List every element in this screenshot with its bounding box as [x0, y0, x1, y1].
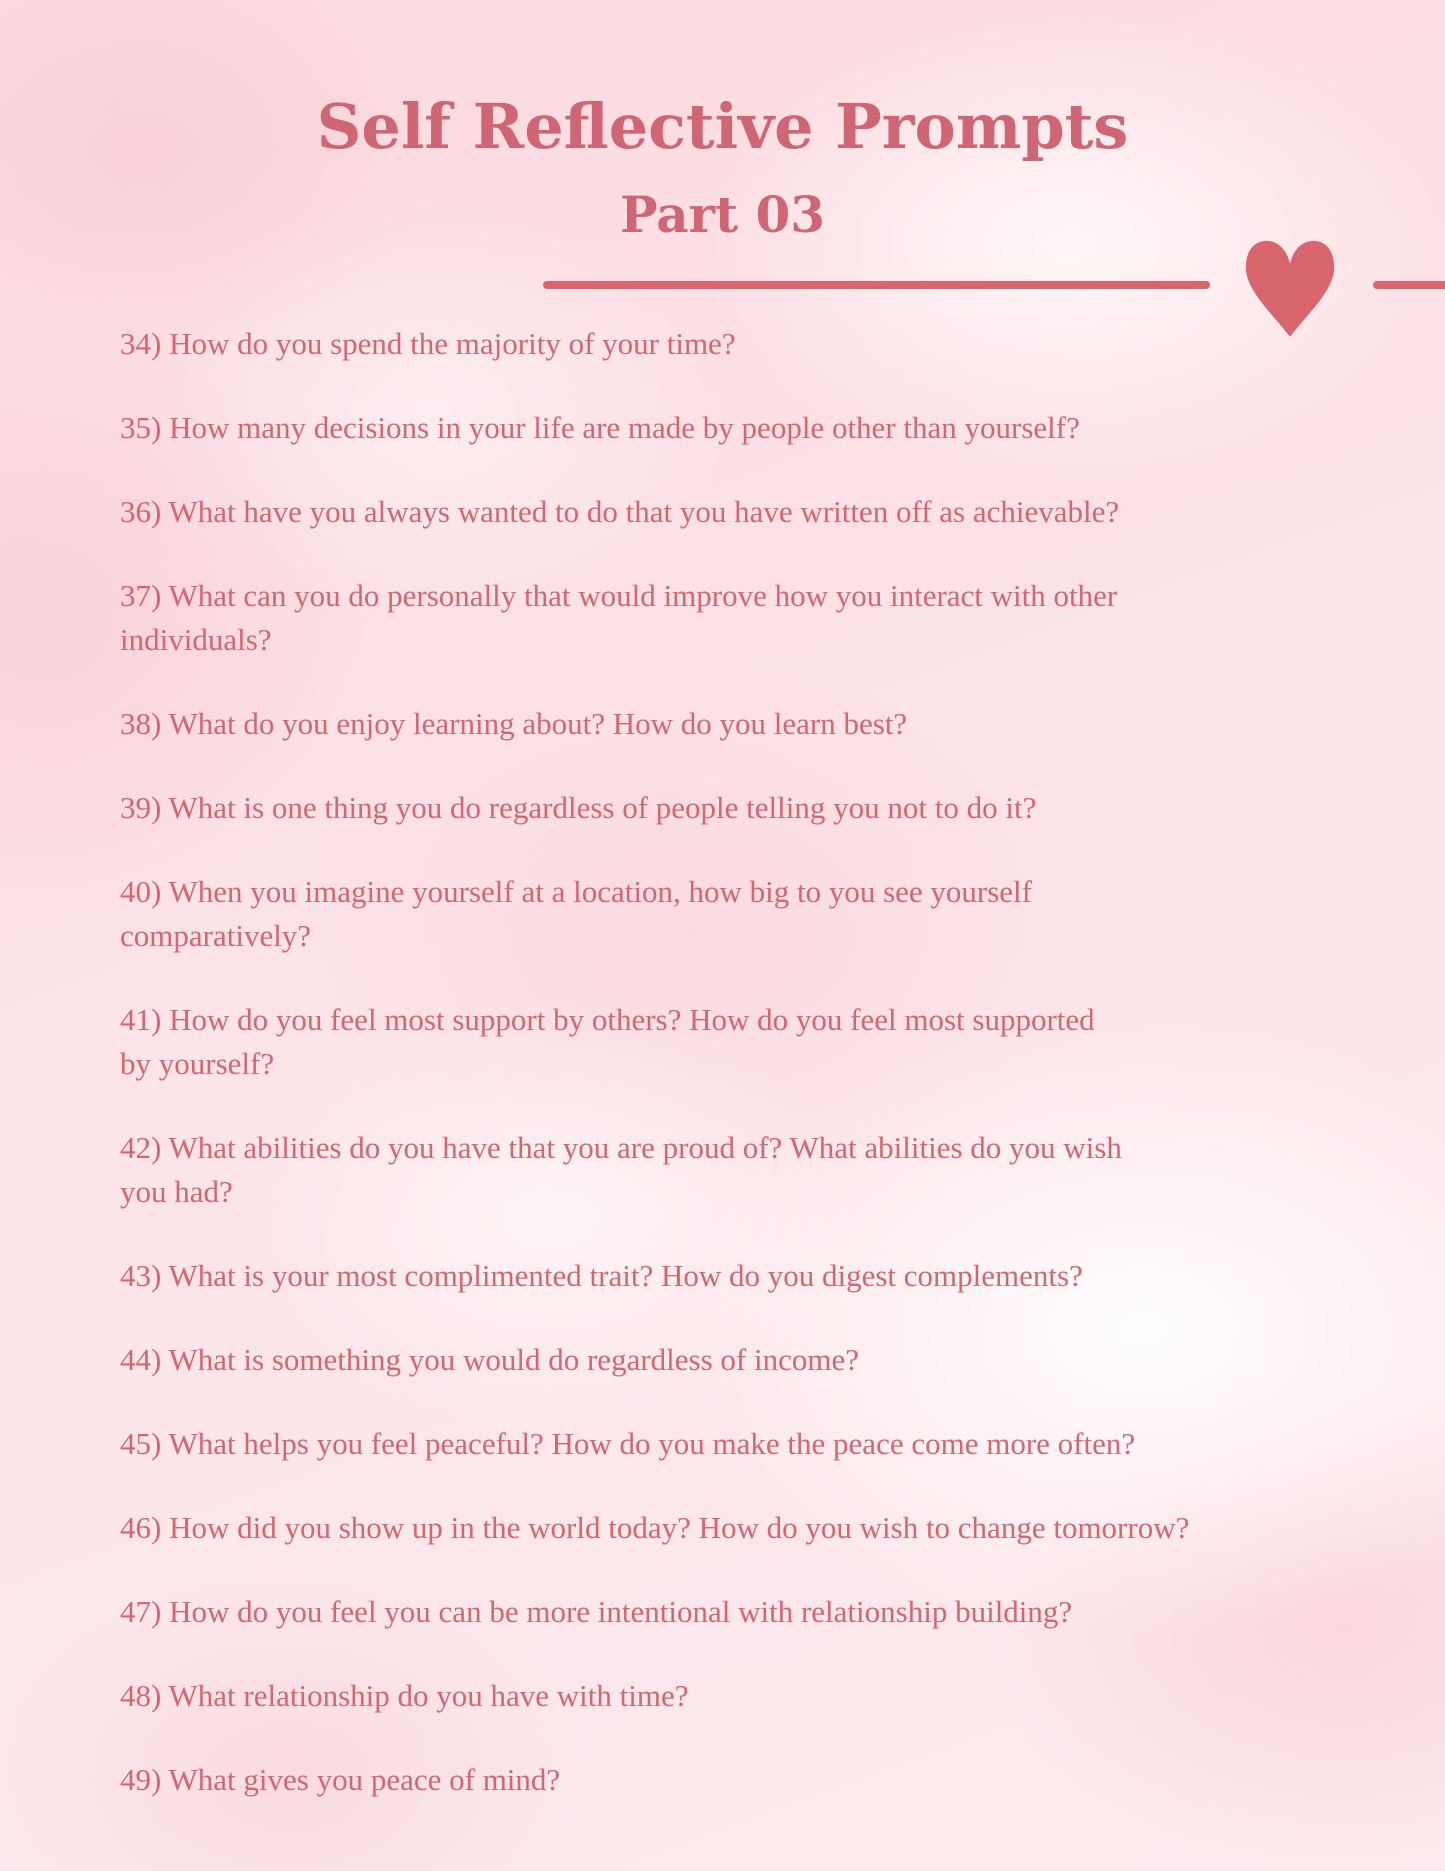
page-title: Self Reflective Prompts — [316, 90, 1129, 163]
divider-line-right — [1373, 281, 1445, 289]
question-item: 36) What have you always wanted to do that you have written off as achievable? — [120, 494, 1120, 529]
question-item: 45) What helps you feel peaceful? How do you make the peace come more often? — [120, 1426, 1136, 1461]
question-item: 40) When you imagine yourself at a location, how big to you see yourself comparatively? — [120, 874, 1032, 953]
question-item: 43) What is your most complimented trait? How do you digest complements? — [120, 1258, 1083, 1293]
divider-line — [543, 281, 1210, 289]
question-item: 42) What abilities do you have that you are proud of? What abilities do you wish you had? — [120, 1130, 1122, 1209]
question-item: 46) How did you show up in the world today? How do you wish to change tomorrow? — [120, 1510, 1190, 1545]
question-item: 34) How do you spend the majority of your time? — [120, 326, 736, 361]
question-item: 44) What is something you would do regardless of income? — [120, 1342, 859, 1377]
question-item: 39) What is one thing you do regardless of people telling you not to do it? — [120, 790, 1037, 825]
question-item: 38) What do you enjoy learning about? How do you learn best? — [120, 706, 908, 741]
question-item: 35) How many decisions in your life are made by people other than yourself? — [120, 410, 1080, 445]
question-item: 49) What gives you peace of mind? — [120, 1762, 561, 1797]
question-item: 48) What relationship do you have with time? — [120, 1678, 689, 1713]
questions-list — [120, 322, 1355, 1802]
question-item: 37) What can you do personally that would improve how you interact with other individuals? — [120, 578, 1118, 657]
question-item: 47) How do you feel you can be more intentional with relationship building? — [120, 1594, 1073, 1629]
page-subtitle: Part 03 — [619, 185, 826, 244]
question-item: 41) How do you feel most support by others? How do you feel most supported by yourself? — [120, 1002, 1095, 1081]
